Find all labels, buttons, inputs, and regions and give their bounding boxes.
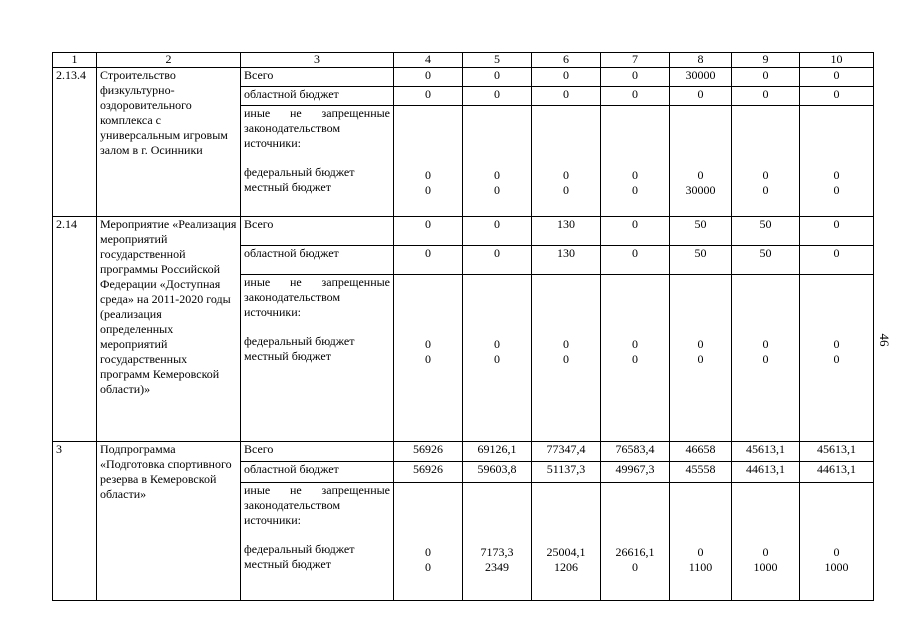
label-federal: федеральный бюджет [244,333,355,348]
federal-value: 0 [425,168,431,183]
regional-value: 0 [670,87,732,106]
regional-value: 0 [800,87,874,106]
regional-value: 44613,1 [732,462,800,482]
other-sources-value [532,482,601,600]
regional-value: 0 [463,245,532,274]
label-local: местный бюджет [244,180,331,195]
regional-value: 0 [394,87,463,106]
total-value: 0 [394,217,463,246]
federal-value: 0 [563,168,569,183]
federal-value: 0 [632,168,638,183]
total-value: 69126,1 [463,442,532,462]
total-value: 56926 [394,442,463,462]
label-regional: областной бюджет [241,462,394,482]
regional-value: 0 [732,87,800,106]
total-value: 30000 [670,68,732,87]
federal-value: 0 [697,336,704,351]
other-sources-value [732,106,800,217]
local-value: 0 [632,559,638,574]
federal-value: 26616,1 [615,544,655,559]
regional-value: 56926 [394,462,463,482]
label-total: Всего [241,442,394,462]
total-value: 130 [532,217,601,246]
total-row [53,442,874,462]
other-sources-value [800,274,874,441]
federal-value: 0 [762,168,769,183]
federal-value: 0 [833,336,840,351]
local-value: 0 [697,351,704,366]
regional-value: 51137,3 [532,462,601,482]
regional-value: 59603,8 [463,462,532,482]
row-number: 2.13.4 [53,68,97,217]
federal-value: 0 [494,168,500,183]
regional-value: 0 [532,87,601,106]
other-sources-value [463,106,532,217]
other-sources-value [394,106,463,217]
other-sources-value [670,482,732,600]
total-value: 77347,4 [532,442,601,462]
regional-value: 0 [463,87,532,106]
local-value: 0 [494,183,500,198]
federal-value: 0 [697,168,704,183]
other-sources-value [800,106,874,217]
federal-value: 0 [425,544,431,559]
header-cell: 8 [670,53,732,68]
other-sources-value [601,106,670,217]
local-value: 0 [632,351,638,366]
local-value: 0 [833,183,840,198]
total-value: 46658 [670,442,732,462]
local-value: 0 [762,351,769,366]
page-number: 46 [877,333,892,347]
header-cell: 1 [53,53,97,68]
local-value: 1100 [688,559,713,574]
regional-value: 0 [601,87,670,106]
header-cell: 9 [732,53,800,68]
other-sources-value [394,482,463,600]
local-value: 0 [425,559,431,574]
local-value: 1000 [824,559,849,574]
label-total: Всего [241,68,394,87]
label-other: иные не запрещенные законодательством источники: [244,482,390,527]
regional-value: 50 [670,245,732,274]
total-value: 50 [732,217,800,246]
local-value: 30000 [685,183,716,198]
federal-value: 0 [833,544,840,559]
regional-value: 0 [800,245,874,274]
federal-value: 0 [762,336,769,351]
other-sources-value [463,482,532,600]
local-value: 0 [833,351,840,366]
local-value: 0 [563,351,569,366]
header-row [53,53,874,68]
label-regional: областной бюджет [241,87,394,106]
header-cell: 4 [394,53,463,68]
total-value: 0 [601,68,670,87]
total-value: 45613,1 [732,442,800,462]
other-sources-value [800,482,874,600]
total-value: 0 [463,68,532,87]
total-row [53,217,874,246]
regional-value: 49967,3 [601,462,670,482]
total-value: 50 [670,217,732,246]
federal-value: 0 [697,544,704,559]
other-sources-value [601,274,670,441]
row-name: Строительство физкультурно-оздоровительного комплекса с универсальным игровым залом в г. Осинники [97,68,241,217]
other-sources-value [601,482,670,600]
header-cell: 2 [97,53,241,68]
federal-value: 25004,1 [546,544,586,559]
label-total: Всего [241,217,394,246]
local-value: 0 [425,351,431,366]
total-value: 0 [800,68,874,87]
federal-value: 0 [563,336,569,351]
local-value: 0 [425,183,431,198]
total-value: 0 [800,217,874,246]
header-cell: 3 [241,53,394,68]
other-sources-value [670,106,732,217]
local-value: 0 [563,183,569,198]
label-other: иные не запрещенные законодательством источники: [244,274,390,319]
other-sources-value [532,106,601,217]
local-value: 0 [494,351,500,366]
local-value: 0 [632,183,638,198]
federal-value: 0 [494,336,500,351]
local-value: 2349 [485,559,509,574]
header-cell: 10 [800,53,874,68]
federal-value: 0 [762,544,769,559]
federal-value: 0 [833,168,840,183]
regional-value: 50 [732,245,800,274]
regional-value: 0 [394,245,463,274]
header-cell: 6 [532,53,601,68]
label-other-sources [241,274,394,441]
other-sources-value [463,274,532,441]
total-value: 0 [463,217,532,246]
label-regional: областной бюджет [241,245,394,274]
regional-value: 44613,1 [800,462,874,482]
row-number: 2.14 [53,217,97,442]
label-other: иные не запрещенные законодательством источники: [244,106,390,151]
row-name: Подпрограмма «Подготовка спортивного резерва в Кемеровской области» [97,442,241,601]
total-value: 45613,1 [800,442,874,462]
row-number: 3 [53,442,97,601]
total-value: 0 [601,217,670,246]
total-value: 0 [532,68,601,87]
header-cell: 5 [463,53,532,68]
regional-value: 130 [532,245,601,274]
other-sources-value [394,274,463,441]
local-value: 1000 [753,559,778,574]
other-sources-value [732,274,800,441]
row-name: Мероприятие «Реализация мероприятий государственной программы Российской Федерации «Доступная среда» на 2011-2020 годы (реализация определенных мероприятий государственных программ Кемеровской области)» [97,217,241,442]
label-local: местный бюджет [244,348,331,363]
label-other-sources [241,106,394,217]
other-sources-value [670,274,732,441]
label-other-sources [241,482,394,600]
federal-value: 7173,3 [480,544,514,559]
header-cell: 7 [601,53,670,68]
other-sources-value [532,274,601,441]
federal-value: 0 [425,336,431,351]
total-value: 0 [732,68,800,87]
label-local: местный бюджет [244,556,331,571]
total-row [53,68,874,87]
budget-table [52,52,874,601]
federal-value: 0 [632,336,638,351]
label-federal: федеральный бюджет [244,165,355,180]
local-value: 1206 [554,559,578,574]
label-federal: федеральный бюджет [244,541,355,556]
local-value: 0 [762,183,769,198]
total-value: 76583,4 [601,442,670,462]
regional-value: 0 [601,245,670,274]
regional-value: 45558 [670,462,732,482]
other-sources-value [732,482,800,600]
total-value: 0 [394,68,463,87]
